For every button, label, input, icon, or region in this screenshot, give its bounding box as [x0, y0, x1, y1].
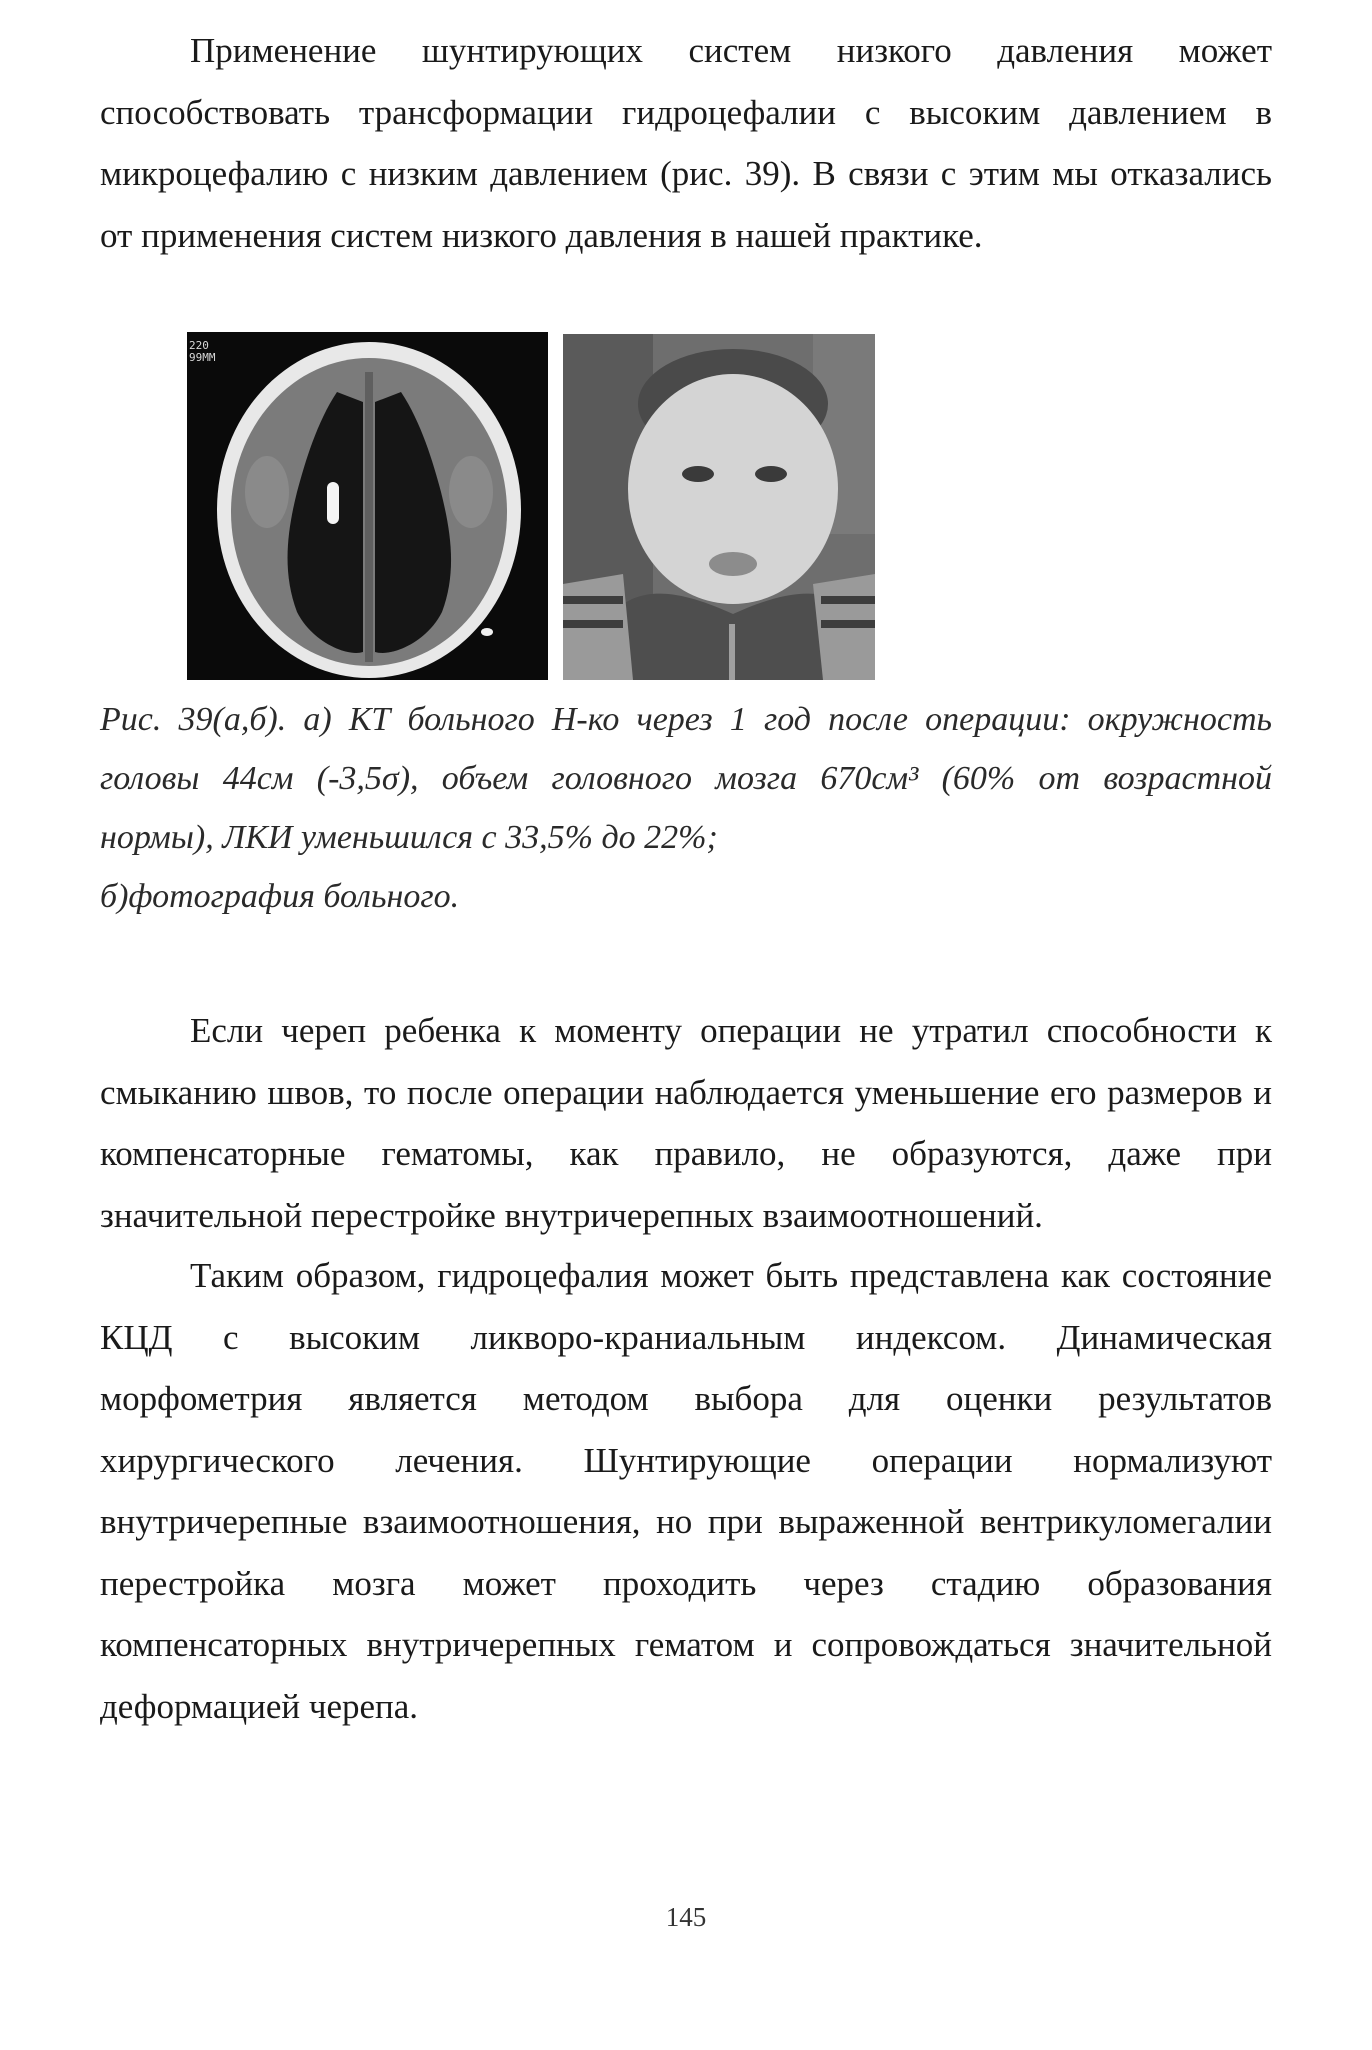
caption-line-1: Рис. 39(а,б). а) КТ больного Н-ко через 1 год после операции: окружность [100, 701, 1272, 738]
paragraph-skull-sutures: Если череп ребенка к моменту операции не утратил способности к смыканию швов, то после операции наблюдается уменьшение его размеров и компенсаторные гематомы, как правило, не образуются, даже при значительной перестройке внутричерепных взаимоотношений. [100, 1011, 1272, 1235]
ct-scan-image [187, 332, 548, 680]
ct-corner-label [189, 340, 216, 364]
ct-scan-illustration [187, 332, 548, 680]
paragraph-low-pressure-shunts: Применение шунтирующих систем низкого давления может способствовать трансформации гидроцефалии с высоким давлением в микроцефалию с низким давлением (рис. 39). В связи с этим мы отказались от применения систем низкого давления в нашей практике. [100, 31, 1272, 255]
ct-corner-label-line1: 220 [189, 339, 209, 352]
figure-caption [100, 690, 1272, 926]
figure-39 [187, 332, 875, 680]
page-number: 145 [665, 1902, 707, 1932]
caption-line-3: нормы), ЛКИ уменьшился с 33,5% до 22%; [100, 819, 718, 856]
caption-line-4: б)фотография больного. [100, 878, 460, 915]
caption-line-2: головы 44см (-3,5σ), объем головного мозга 670см³ (60% от возрастной [100, 760, 1272, 797]
patient-photo [563, 334, 875, 680]
ct-corner-label-line2: 99MM [189, 351, 216, 364]
patient-photo-illustration [563, 334, 875, 680]
paragraph-conclusion: Таким образом, гидроцефалия может быть представлена как состояние КЦД с высоким ликворо-краниальным индексом. Динамическая морфометрия является методом выбора для оценки результатов хирургического лечения. Шунтирующие операции нормализуют внутричерепные взаимоотношения, но при выраженной вентрикуломегалии перестройка мозга может проходить через стадию образования компенсаторных внутричерепных гематом и сопровождаться значительной деформацией черепа. [100, 1256, 1272, 1726]
